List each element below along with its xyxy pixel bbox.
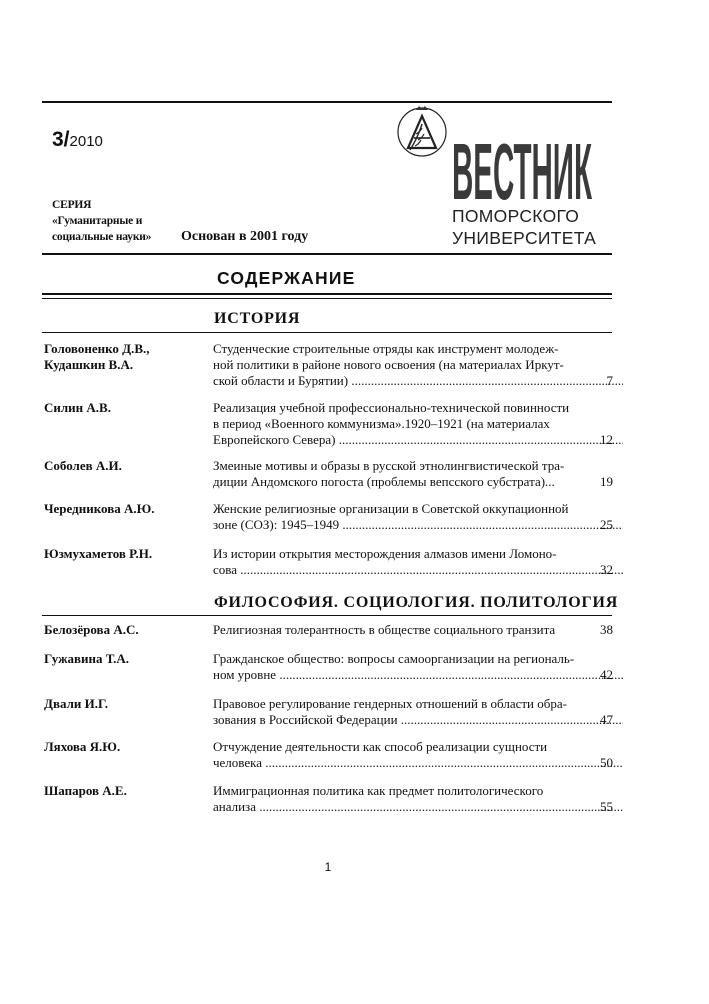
- entry-author: [44, 651, 129, 667]
- leader-dots: [339, 517, 623, 532]
- leader-dots: [348, 373, 623, 388]
- leader-dots: [335, 432, 623, 447]
- entry-title: [213, 458, 623, 490]
- title-line: Отчуждение деятельности как способ реализации сущности: [213, 739, 548, 754]
- author-line: Головоненко Д.В.,: [44, 341, 150, 356]
- title-line: Реализация учебной профессионально-технической повинности: [213, 400, 570, 415]
- title-line: зоне (СОЗ): 1945–1949: [213, 517, 340, 532]
- section-rule: [42, 615, 612, 616]
- entry-author: [44, 546, 152, 562]
- series-label: [52, 197, 151, 245]
- entry-title: [213, 696, 623, 728]
- top-rule: [42, 101, 612, 103]
- entry-author: [44, 739, 120, 755]
- title-line: диции Андомского погоста (проблемы вепсского субстрата)...: [213, 474, 555, 489]
- entry-page: 38: [600, 622, 613, 637]
- contents-rule-thick: [42, 293, 612, 295]
- entry-title: [213, 400, 623, 448]
- entry-page: 55: [600, 799, 613, 814]
- issue-number: [52, 128, 103, 152]
- series-line-1: СЕРИЯ: [52, 199, 92, 211]
- journal-subtitle-line-1: ПОМОРСКОГО: [452, 206, 580, 226]
- section-title-history: ИСТОРИЯ: [214, 310, 301, 327]
- page-number: 1: [324, 860, 332, 874]
- title-line: ской области и Бурятии): [213, 373, 349, 388]
- journal-wordmark: ВЕСТНИК: [452, 127, 593, 204]
- author-line: Чередникова А.Ю.: [44, 501, 155, 516]
- leader-dots: [237, 562, 623, 577]
- author-line: Силин А.В.: [44, 400, 111, 415]
- entry-title: [213, 651, 623, 683]
- entry-author: [44, 341, 150, 373]
- entry-author: [44, 696, 108, 712]
- title-line: зования в Российской Федерации: [213, 712, 398, 727]
- author-line: Гужавина Т.А.: [44, 651, 130, 666]
- entry-page: 19: [600, 474, 613, 489]
- title-line: анализа: [213, 799, 256, 814]
- author-line: Ляхова Я.Ю.: [44, 739, 121, 754]
- series-line-2: «Гуманитарные и: [52, 215, 143, 227]
- series-line-3: социальные науки»: [52, 231, 152, 243]
- entry-title: [213, 783, 623, 815]
- title-line: Змеиные мотивы и образы в русской этнолингвистической тра-: [213, 458, 565, 473]
- entry-page: 47: [600, 712, 613, 727]
- leader-dots: [398, 712, 623, 727]
- author-line: Шапаров А.Е.: [44, 783, 127, 798]
- leader-dots: [256, 799, 623, 814]
- title-line: ном уровне: [213, 667, 277, 682]
- author-line: Двали И.Г.: [44, 696, 109, 711]
- title-line: Женские религиозные организации в Советской оккупационной: [213, 501, 569, 516]
- journal-logo: [392, 104, 602, 204]
- title-line: в период «Военного коммунизма».1920–1921 (на материалах: [213, 416, 550, 431]
- title-line: Гражданское общество: вопросы самоорганизации на региональ-: [213, 651, 575, 666]
- entry-author: [44, 622, 139, 638]
- title-line: Из истории открытия месторождения алмазов имени Ломоно-: [213, 546, 557, 561]
- issue-number-value: 3/: [52, 128, 70, 151]
- entry-title: [213, 546, 623, 578]
- entry-author: [44, 783, 127, 799]
- header-rule: [42, 253, 612, 255]
- entry-title: [213, 341, 623, 389]
- section-title-philosophy: ФИЛОСОФИЯ. СОЦИОЛОГИЯ. ПОЛИТОЛОГИЯ: [214, 594, 619, 611]
- emblem-icon: [398, 106, 446, 156]
- author-line: Соболев А.И.: [44, 458, 122, 473]
- entry-page: 7: [606, 373, 613, 388]
- title-line: Студенческие строительные отряды как инструмент молодеж-: [213, 341, 559, 356]
- author-line: Кудашкин В.А.: [44, 357, 134, 372]
- entry-author: [44, 458, 122, 474]
- entry-page: 32: [600, 562, 613, 577]
- title-line: ной политики в районе нового освоения (на материалах Иркут-: [213, 357, 564, 372]
- issue-year: 2010: [69, 133, 103, 150]
- entry-page: 25: [600, 517, 613, 532]
- title-line: сова: [213, 562, 238, 577]
- author-line: Юзмухаметов Р.Н.: [44, 546, 153, 561]
- title-line: Европейского Севера): [213, 432, 336, 447]
- entry-page: 12: [600, 432, 613, 447]
- title-line: Иммиграционная политика как предмет политологического: [213, 783, 544, 798]
- founded-note: Основан в 2001 году: [181, 229, 309, 244]
- title-line: Религиозная толерантность в обществе социального транзита: [213, 622, 556, 637]
- author-line: Белозёрова А.С.: [44, 622, 139, 637]
- journal-subtitle-line-2: УНИВЕРСИТЕТА: [452, 228, 597, 248]
- entry-page: 42: [600, 667, 613, 682]
- contents-title: СОДЕРЖАНИЕ: [217, 268, 356, 288]
- entry-title: [213, 501, 623, 533]
- journal-subtitle: [452, 205, 596, 249]
- entry-author: [44, 501, 155, 517]
- leader-dots: [276, 667, 623, 682]
- section-rule: [42, 332, 612, 333]
- contents-rule-thin: [42, 298, 612, 299]
- entry-page: 50: [600, 755, 613, 770]
- leader-dots: [262, 755, 623, 770]
- title-line: Правовое регулирование гендерных отношений в области обра-: [213, 696, 567, 711]
- entry-title: [213, 622, 623, 638]
- entry-author: [44, 400, 111, 416]
- title-line: человека: [213, 755, 263, 770]
- entry-title: [213, 739, 623, 771]
